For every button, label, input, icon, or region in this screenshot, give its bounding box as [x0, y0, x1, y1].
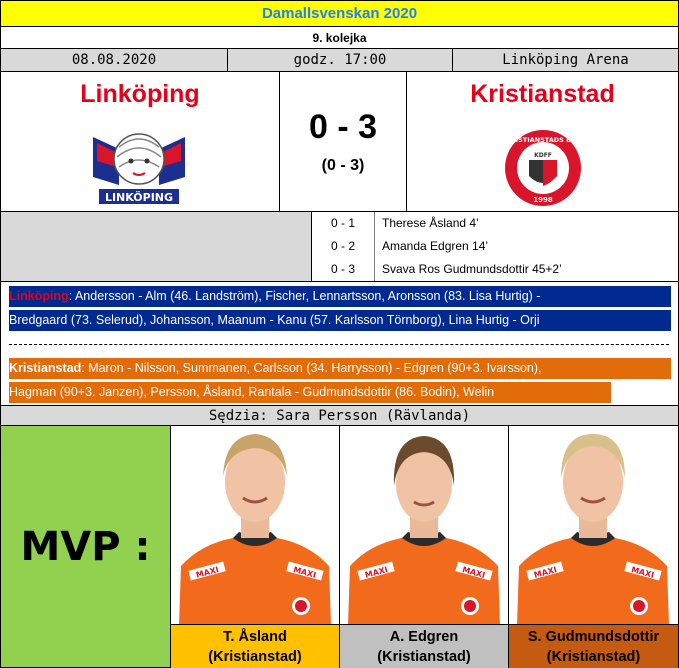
home-team-cell: [0, 72, 280, 212]
svg-text:MAXI: MAXI: [363, 565, 389, 580]
home-lineup-line: [9, 286, 671, 307]
player-photo: [171, 426, 340, 625]
score-cell: [280, 72, 406, 212]
home-team-name: Linköping: [80, 80, 200, 108]
goal-scorer: Amanda Edgren 14’: [382, 239, 489, 253]
goal-row: [312, 258, 679, 281]
player-name: T. Åsland: [223, 628, 287, 645]
svg-text:1998: 1998: [533, 196, 553, 204]
player-label: [509, 625, 679, 668]
player-photo: [509, 426, 679, 625]
player-team: (Kristianstad): [546, 648, 641, 665]
lineups-section: [0, 282, 679, 406]
mvp-cell: [0, 426, 171, 668]
lion-crest-icon: [89, 127, 189, 211]
goal-score: 0 - 2: [312, 235, 375, 258]
match-date: 08.08.2020: [0, 49, 228, 72]
goal-scorer: Svava Ros Gudmundsdottir 45+2’: [382, 262, 562, 276]
match-time: godz. 17:00: [228, 49, 453, 72]
round-label: 9. kolejka: [0, 27, 679, 49]
player-portrait-icon: [171, 426, 339, 625]
player-name: S. Gudmundsdottir: [527, 628, 660, 645]
away-team-name: Kristianstad: [470, 80, 615, 108]
home-lineup-players: : Andersson - Alm (46. Landström), Fischer, Lennartsson, Aronsson (83. Lisa Hurtig) -: [68, 289, 541, 303]
round-badge-icon: [503, 126, 583, 210]
goal-row: [312, 212, 679, 235]
svg-text:MAXI: MAXI: [630, 565, 656, 580]
away-team-cell: [406, 72, 679, 212]
mvp-label: MVP :: [20, 523, 151, 570]
svg-text:MAXI: MAXI: [194, 565, 220, 580]
svg-text:MAXI: MAXI: [292, 565, 318, 580]
svg-text:KDFF: KDFF: [534, 152, 552, 159]
player-portrait-icon: [509, 426, 678, 625]
away-lineup-players: : Maron - Nilsson, Summanen, Carlsson (34. Harrysson) - Edgren (90+3. Ivarsson),: [81, 361, 542, 375]
goal-row: [312, 235, 679, 258]
competition-title: Damallsvenskan 2020: [0, 0, 679, 27]
goals-list: [312, 212, 679, 282]
player-portrait-icon: [340, 426, 508, 625]
goal-scorer: Therese Åsland 4’: [382, 216, 479, 230]
player-team: (Kristianstad): [377, 648, 471, 665]
goals-spacer: [0, 212, 312, 282]
away-lineup-line: [9, 358, 671, 379]
final-score: 0 - 3: [308, 108, 378, 146]
lineup-separator: [9, 344, 669, 345]
goal-score: 0 - 1: [312, 212, 375, 235]
away-lineup-line: [9, 382, 611, 403]
home-lineup-team: Linköping: [9, 289, 69, 303]
svg-text:KRISTIANSTADS DFF: KRISTIANSTADS DFF: [505, 136, 581, 144]
player-name: A. Edgren: [389, 628, 459, 645]
player-photo: [340, 426, 509, 625]
player-label: [171, 625, 340, 668]
svg-text:MAXI: MAXI: [461, 565, 487, 580]
svg-text:LINKÖPING: LINKÖPING: [104, 191, 174, 204]
away-lineup-players: Hagman (90+3. Janzen), Persson, Åsland, Rantala - Gudmundsdottir (86. Bodin), Welin: [9, 385, 495, 399]
away-lineup-team: Kristianstad: [9, 361, 82, 375]
goal-score: 0 - 3: [312, 258, 375, 281]
player-team: (Kristianstad): [208, 648, 302, 665]
home-lineup-players: Bredgaard (73. Selerud), Johansson, Maanum - Kanu (57. Karlsson Törnborg), Lina Hurtig - Orji: [9, 313, 540, 327]
svg-text:MAXI: MAXI: [532, 565, 558, 580]
referee-label: Sędzia: Sara Persson (Rävlanda): [0, 406, 679, 426]
player-label: [340, 625, 509, 668]
halftime-score: (0 - 3): [321, 157, 365, 174]
home-lineup-line: [9, 310, 671, 331]
match-venue: Linköping Arena: [453, 49, 679, 72]
